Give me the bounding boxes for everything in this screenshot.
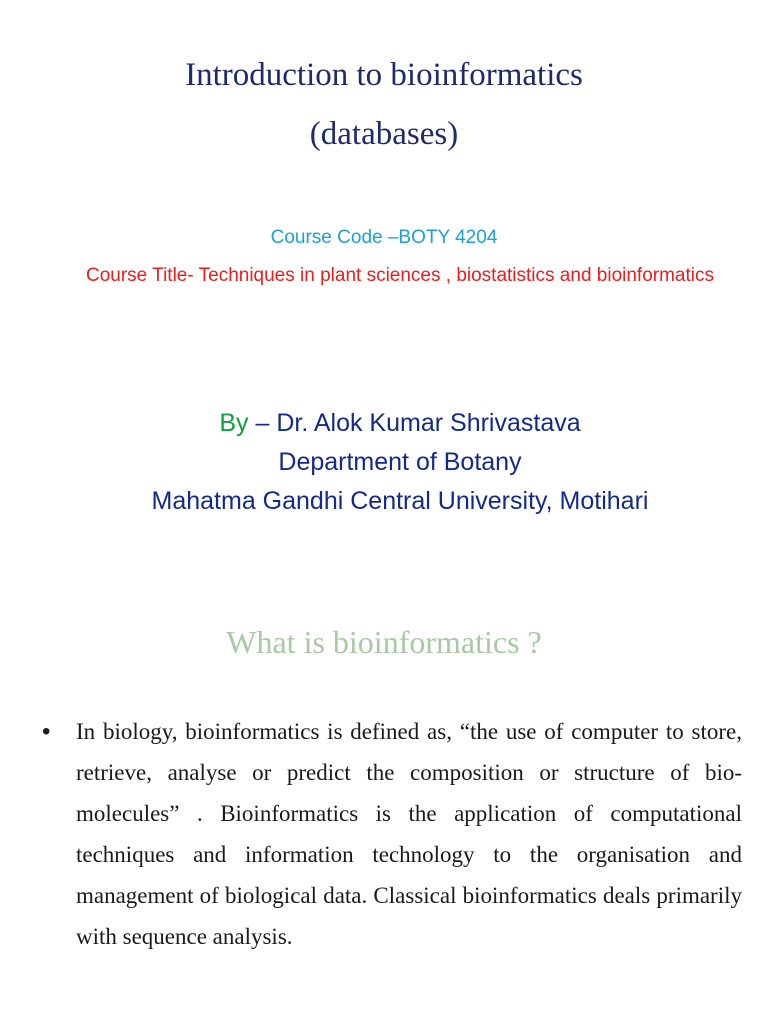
author-block	[0, 404, 768, 521]
list-item	[42, 711, 742, 957]
body-bullet-list	[42, 711, 742, 957]
course-title: Course Title- Techniques in plant sciences , biostatistics and bioinformatics	[85, 265, 714, 286]
bullet-icon: •	[42, 718, 51, 745]
by-label: By	[219, 409, 249, 437]
title-line-1: Introduction to bioinformatics	[185, 57, 583, 93]
section-heading: What is bioinformatics ?	[226, 624, 542, 660]
author-department: Department of Botany	[278, 448, 522, 476]
author-name: Dr. Alok Kumar Shrivastava	[276, 409, 581, 437]
course-code: Course Code –BOTY 4204	[270, 227, 498, 248]
by-dash: –	[248, 409, 277, 437]
author-name-line	[0, 404, 768, 443]
author-university: Mahatma Gandhi Central University, Motihari	[151, 487, 649, 515]
title-line-2: (databases)	[309, 116, 459, 152]
body-paragraph: In biology, bioinformatics is defined as, “the use of computer to store, retrieve, analyse or predict the composition or structure of bio-molecules” . Bioinformatics is the application of computational techniques and information technology to the organisation and management of biological data. Classical bioinformatics deals primarily with sequence analysis.	[76, 719, 742, 949]
